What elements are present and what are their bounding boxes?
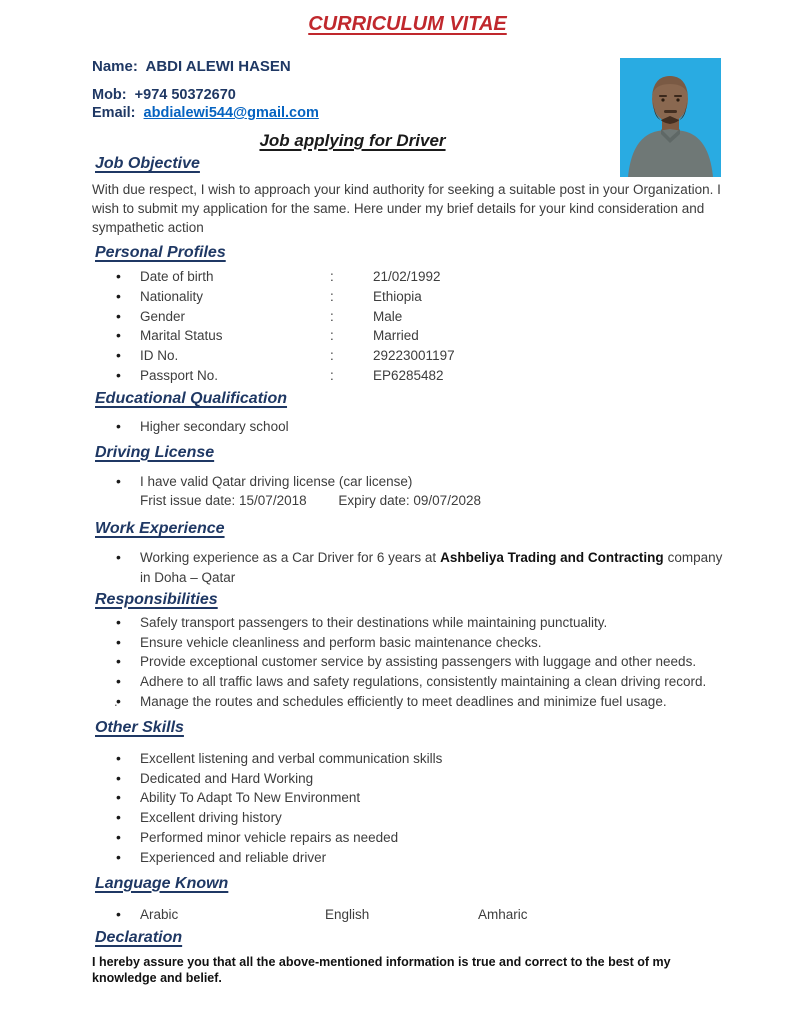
list-item: • Ability To Adapt To New Environment bbox=[92, 788, 791, 808]
list-item: • Safely transport passengers to their destinations while maintaining punctuality. bbox=[92, 613, 791, 633]
section-heading-education: Educational Qualification bbox=[95, 389, 288, 407]
mobile-label: Mob: bbox=[92, 87, 127, 103]
email-label: Email: bbox=[92, 105, 136, 121]
language-amharic: Amharic bbox=[478, 906, 528, 922]
section-heading-job-objective: Job Objective bbox=[95, 155, 200, 172]
page-title: CURRICULUM VITAE bbox=[308, 13, 507, 35]
language-arabic: • Arabic bbox=[140, 906, 179, 922]
section-heading-driving-license: Driving License bbox=[95, 443, 215, 461]
license-expiry-date: Expiry date: 09/07/2028 bbox=[338, 493, 481, 509]
list-item bbox=[92, 548, 732, 588]
company-name: Ashbeliya Trading and Contracting bbox=[440, 550, 664, 566]
name-value: ABDI ALEWI HASEN bbox=[145, 58, 291, 75]
person-portrait-icon bbox=[620, 58, 721, 177]
section-heading-declaration: Declaration bbox=[95, 929, 183, 947]
job-applying-subtitle: Job applying for Driver bbox=[259, 131, 446, 150]
list-item: • Manage the routes and schedules efficiently to meet deadlines and minimize fuel usage. bbox=[92, 692, 791, 712]
experience-location: company in Doha – Qatar bbox=[140, 550, 723, 585]
list-item: • Ensure vehicle cleanliness and perform basic maintenance checks. bbox=[92, 633, 791, 653]
profile-row-gender: • Gender : Male bbox=[92, 307, 791, 327]
language-english: English bbox=[325, 906, 370, 922]
profile-row-id-no: • ID No. : 29223001197 bbox=[92, 346, 791, 366]
job-objective-text: With due respect, I wish to approach your kind authority for seeking a suitable post in your Organization. I wish to submit my application for the same. Here under my brief details for your kind consideration and sympathetic action bbox=[92, 182, 721, 235]
profile-row-nationality: • Nationality : Ethiopia bbox=[92, 287, 791, 307]
list-item: • Performed minor vehicle repairs as needed bbox=[92, 828, 791, 848]
profile-row-marital-status: • Marital Status : Married bbox=[92, 326, 791, 346]
other-skills-list bbox=[92, 749, 791, 868]
profile-row-dob: • Date of birth : 21/02/1992 bbox=[92, 267, 791, 287]
section-heading-other-skills: Other Skills bbox=[95, 718, 184, 736]
list-item: • Excellent listening and verbal communication skills bbox=[92, 749, 791, 769]
responsibilities-list bbox=[92, 613, 791, 712]
list-item: • Dedicated and Hard Working bbox=[92, 769, 791, 789]
stray-period-mark: . bbox=[114, 694, 118, 709]
list-item: • Provide exceptional customer service by assisting passengers with luggage and other needs. bbox=[92, 652, 791, 672]
license-issue-date: Frist issue date: 15/07/2018 bbox=[140, 493, 307, 509]
personal-profiles-list bbox=[92, 267, 791, 386]
list-item: • Higher secondary school bbox=[92, 417, 791, 437]
section-heading-work-experience: Work Experience bbox=[95, 520, 225, 538]
experience-text: Working experience as a Car Driver for 6 years at bbox=[140, 550, 437, 566]
section-heading-languages: Language Known bbox=[95, 874, 229, 892]
list-item: • Experienced and reliable driver bbox=[92, 848, 791, 868]
applicant-photo bbox=[620, 58, 721, 177]
driving-license-list bbox=[92, 472, 791, 512]
mobile-value: +974 50372670 bbox=[134, 87, 236, 103]
email-link[interactable]: abdialewi544@gmail.com bbox=[143, 105, 319, 121]
section-heading-responsibilities: Responsibilities bbox=[95, 590, 218, 608]
list-item: • Excellent driving history bbox=[92, 808, 791, 828]
languages-row bbox=[92, 905, 791, 925]
declaration-text: I hereby assure you that all the above-mentioned information is true and correct to the best of my knowledge and belief. bbox=[92, 955, 671, 986]
profile-row-passport-no: • Passport No. : EP6285482 bbox=[92, 366, 791, 386]
list-item bbox=[92, 472, 791, 512]
list-item: • Adhere to all traffic laws and safety regulations, consistently maintaining a clean driving record. bbox=[92, 672, 791, 692]
section-heading-personal-profiles: Personal Profiles bbox=[95, 244, 226, 261]
license-line: I have valid Qatar driving license (car license) bbox=[140, 473, 413, 489]
education-list bbox=[92, 417, 791, 437]
name-label: Name: bbox=[92, 58, 138, 75]
work-experience-list bbox=[92, 548, 791, 588]
